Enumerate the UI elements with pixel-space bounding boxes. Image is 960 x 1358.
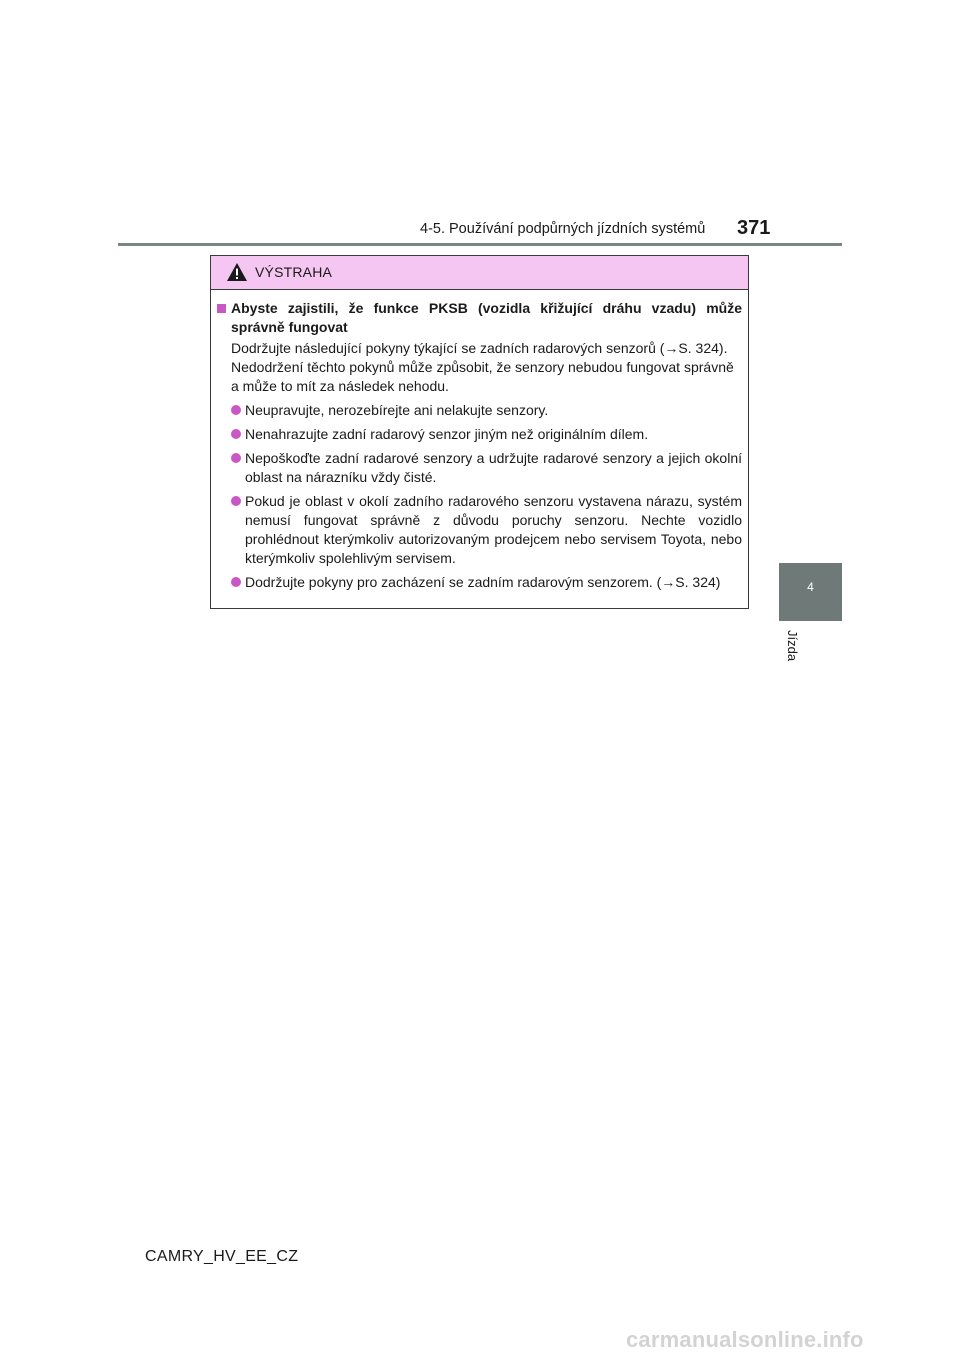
warning-body (211, 290, 748, 592)
header-rule (118, 243, 842, 246)
list-item (231, 401, 742, 420)
chapter-label (786, 630, 802, 680)
list-item-text: Neupravujte, nerozebírejte ani nelakujte senzory. (245, 402, 549, 418)
list-item (231, 449, 742, 487)
warning-box (210, 255, 749, 609)
warning-triangle-icon (226, 262, 248, 282)
list-item-text: Dodržujte pokyny pro zacházení se zadním radarovým senzorem. (→S. 324) (245, 574, 721, 590)
warning-title: VÝSTRAHA (255, 264, 333, 280)
section-heading (217, 299, 742, 337)
chapter-number: 4 (807, 580, 814, 594)
circle-bullet-icon (231, 429, 241, 439)
list-item-text: Nenahrazujte zadní radarový senzor jiným než originálním dílem. (245, 426, 649, 442)
list-item (231, 425, 742, 444)
list-item-text: Nepoškoďte zadní radarové senzory a udržujte radarové senzory a jejich okolní oblast na nárazníku vždy čisté. (245, 450, 742, 485)
page-number: 371 (737, 217, 771, 239)
circle-bullet-icon (231, 453, 241, 463)
square-bullet-icon (217, 304, 226, 313)
watermark: carmanualsonline.info (626, 1327, 864, 1352)
document-code: CAMRY_HV_EE_CZ (145, 1248, 299, 1265)
chapter-tab (779, 563, 842, 621)
intro-paragraph: Dodržujte následující pokyny týkající se zadních radarových senzorů (→S. 324). Nedodržení těchto pokynů může způsobit, že senzory nebudou fungovat správně a může to mít za následek nehodu. (231, 340, 734, 394)
section-title: 4-5. Používání podpůrných jízdních systémů (420, 221, 706, 237)
warning-header (211, 256, 748, 290)
list-item (231, 492, 742, 568)
circle-bullet-icon (231, 496, 241, 506)
circle-bullet-icon (231, 405, 241, 415)
list-item (231, 573, 742, 592)
circle-bullet-icon (231, 577, 241, 587)
heading-text: Abyste zajistili, že funkce PKSB (vozidla křižující dráhu vzadu) může správně fungovat (231, 300, 742, 335)
chapter-label-text: Jízda (785, 630, 800, 662)
list-item-text: Pokud je oblast v okolí zadního radarového senzoru vystavena nárazu, systém nemusí fungovat správně z důvodu poruchy senzoru. Nechte vozidlo prohlédnout kterýmkoliv autorizovaným prodejcem nebo servisem Toyota, nebo kterýmkoliv spolehlivým servisem. (245, 493, 742, 566)
